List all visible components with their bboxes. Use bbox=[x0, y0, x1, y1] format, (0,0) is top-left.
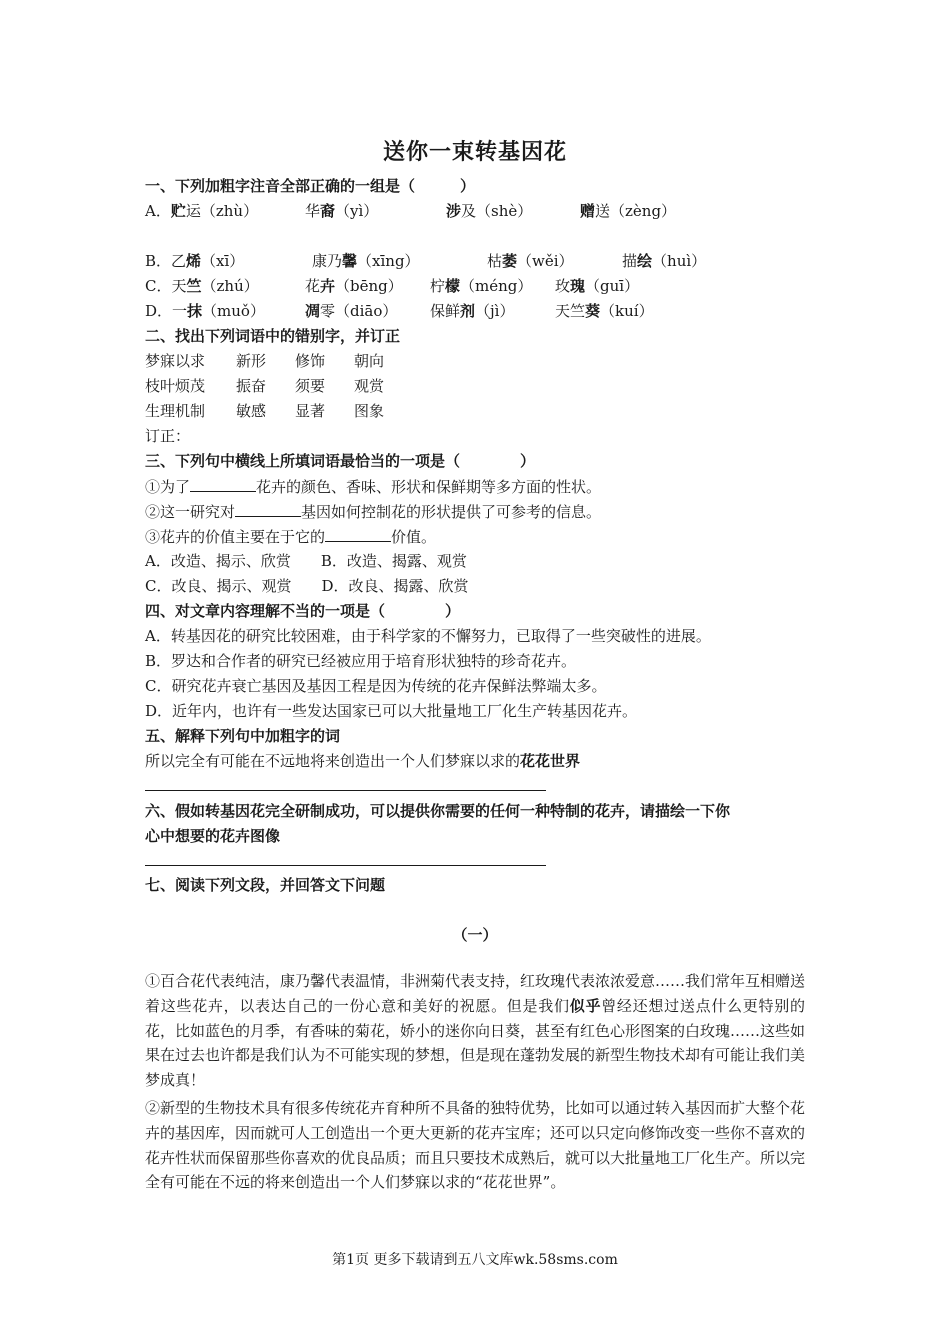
q6-heading-cont: 心中想要的花卉图像 bbox=[145, 827, 281, 845]
q6-answer-line[interactable] bbox=[145, 865, 546, 866]
q1-option-a4: 赠送（zèng） bbox=[580, 202, 677, 220]
q2-word: 须要 bbox=[295, 377, 326, 395]
q2-word: 新形 bbox=[236, 352, 267, 370]
q2-word: 修饰 bbox=[295, 352, 326, 370]
q4-option-d: D．近年内，也许有一些发达国家已可以大批量地工厂化生产转基因花卉。 bbox=[145, 702, 638, 720]
page-title: 送你一束转基因花 bbox=[382, 139, 567, 165]
page-footer: 第1页 更多下载请到五八文库wk.58sms.com bbox=[332, 1252, 618, 1268]
q1-option-c3: 柠檬（méng） bbox=[430, 277, 533, 295]
q2-word: 显著 bbox=[295, 402, 326, 420]
q1-option-a1: A．贮运（zhù） bbox=[145, 202, 259, 220]
q7-heading: 七、阅读下列文段，并回答文下问题 bbox=[145, 876, 386, 894]
q1-option-b1: B．乙烯（xī） bbox=[145, 252, 245, 270]
q3-options-cd: C．改良、揭示、观赏 D．改良、揭露、欣赏 bbox=[145, 577, 469, 595]
q2-word: 枝叶烦茂 bbox=[145, 377, 206, 395]
q3-sentence-3: ③花卉的价值主要在于它的 价值。 bbox=[145, 528, 437, 546]
q1-option-c2: 花卉（bēng） bbox=[305, 277, 403, 295]
answer-blank[interactable] bbox=[325, 526, 391, 542]
q4-option-c: C．研究花卉衰亡基因及基因工程是因为传统的花卉保鲜法弊端太多。 bbox=[145, 677, 607, 695]
q1-option-c1: C．天竺（zhú） bbox=[145, 277, 259, 295]
passage-paragraph-2: ②新型的生物技术具有很多传统花卉育种所不具备的独特优势，比如可以通过转入基因而扩大整个花卉的基因库，因而就可人工创造出一个更大更新的花卉宝库；还可以只定向修饰改变一些你不喜欢的花卉性状而保留那些你喜欢的优良品质；而且只要技术成熟后，就可以大批量地工厂化生产。所以完全有可能在不远的将来创造出一个人们梦寐以求的“花花世界”。 bbox=[145, 1099, 806, 1192]
q2-word: 振奋 bbox=[236, 377, 267, 395]
answer-blank[interactable] bbox=[235, 501, 301, 517]
q1-option-b3: 枯萎（wěi） bbox=[487, 252, 574, 270]
q2-fix-label: 订正： bbox=[145, 427, 191, 445]
q2-heading: 二、找出下列词语中的错别字，并订正 bbox=[145, 327, 401, 345]
q1-option-d3: 保鲜剂（jì） bbox=[430, 302, 515, 320]
q2-word: 敏感 bbox=[236, 402, 267, 420]
q2-word: 生理机制 bbox=[145, 402, 206, 420]
q4-option-b: B．罗达和合作者的研究已经被应用于培育形状独特的珍奇花卉。 bbox=[145, 652, 577, 670]
q1-option-d4: 天竺葵（kuí） bbox=[555, 302, 654, 320]
q5-heading: 五、解释下列句中加粗字的词 bbox=[145, 727, 341, 745]
q2-word: 朝向 bbox=[354, 352, 385, 370]
q3-options-ab: A．改造、揭示、欣赏 B．改造、揭露、观赏 bbox=[145, 552, 467, 570]
q3-sentence-1: ①为了 花卉的颜色、香味、形状和保鲜期等多方面的性状。 bbox=[145, 478, 602, 496]
q3-heading: 三、下列句中横线上所填词语最恰当的一项是（ ） bbox=[145, 452, 536, 470]
q1-heading: 一、下列加粗字注音全部正确的一组是（ ） bbox=[145, 177, 476, 195]
section-label: （一） bbox=[452, 926, 498, 944]
q1-option-d1: D．一抹（muǒ） bbox=[145, 302, 265, 320]
q1-option-b4: 描绘（huì） bbox=[622, 252, 707, 270]
passage-paragraph-1: ①百合花代表纯洁，康乃馨代表温情，非洲菊代表支持，红玫瑰代表浓浓爱意……我们常年互相赠送着这些花卉，以表达自己的一份心意和美好的祝愿。但是我们似乎曾经还想过送点什么更特别的花，比如蓝色的月季，有香味的菊花，娇小的迷你向日葵，甚至有红色心形图案的白玫瑰……这些如果在过去也许都是我们认为不可能实现的梦想，但是现在蓬勃发展的新型生物技术却有可能让我们美梦成真！ bbox=[145, 972, 806, 1090]
q5-sentence: 所以完全有可能在不远地将来创造出一个人们梦寐以求的花花世界 bbox=[145, 752, 581, 770]
q1-option-b2: 康乃馨（xīng） bbox=[312, 252, 420, 270]
q2-word: 梦寐以求 bbox=[145, 352, 206, 370]
q6-heading: 六、假如转基因花完全研制成功，可以提供你需要的任何一种特制的花卉，请描绘一下你 bbox=[145, 802, 731, 820]
q1-option-a2: 华裔（yì） bbox=[305, 202, 379, 220]
q4-option-a: A．转基因花的研究比较困难，由于科学家的不懈努力，已取得了一些突破性的进展。 bbox=[145, 627, 711, 645]
q1-option-c4: 玫瑰（guī） bbox=[555, 277, 640, 295]
answer-blank[interactable] bbox=[190, 476, 256, 492]
q4-heading: 四、对文章内容理解不当的一项是（ ） bbox=[145, 602, 461, 620]
q1-option-a3: 涉及（shè） bbox=[446, 202, 533, 220]
q2-word: 观赏 bbox=[354, 377, 385, 395]
q3-sentence-2: ②这一研究对 基因如何控制花的形状提供了可参考的信息。 bbox=[145, 503, 602, 521]
q2-word: 图象 bbox=[354, 402, 385, 420]
q5-answer-line[interactable] bbox=[145, 790, 546, 791]
q1-option-d2: 凋零（diāo） bbox=[305, 302, 398, 320]
